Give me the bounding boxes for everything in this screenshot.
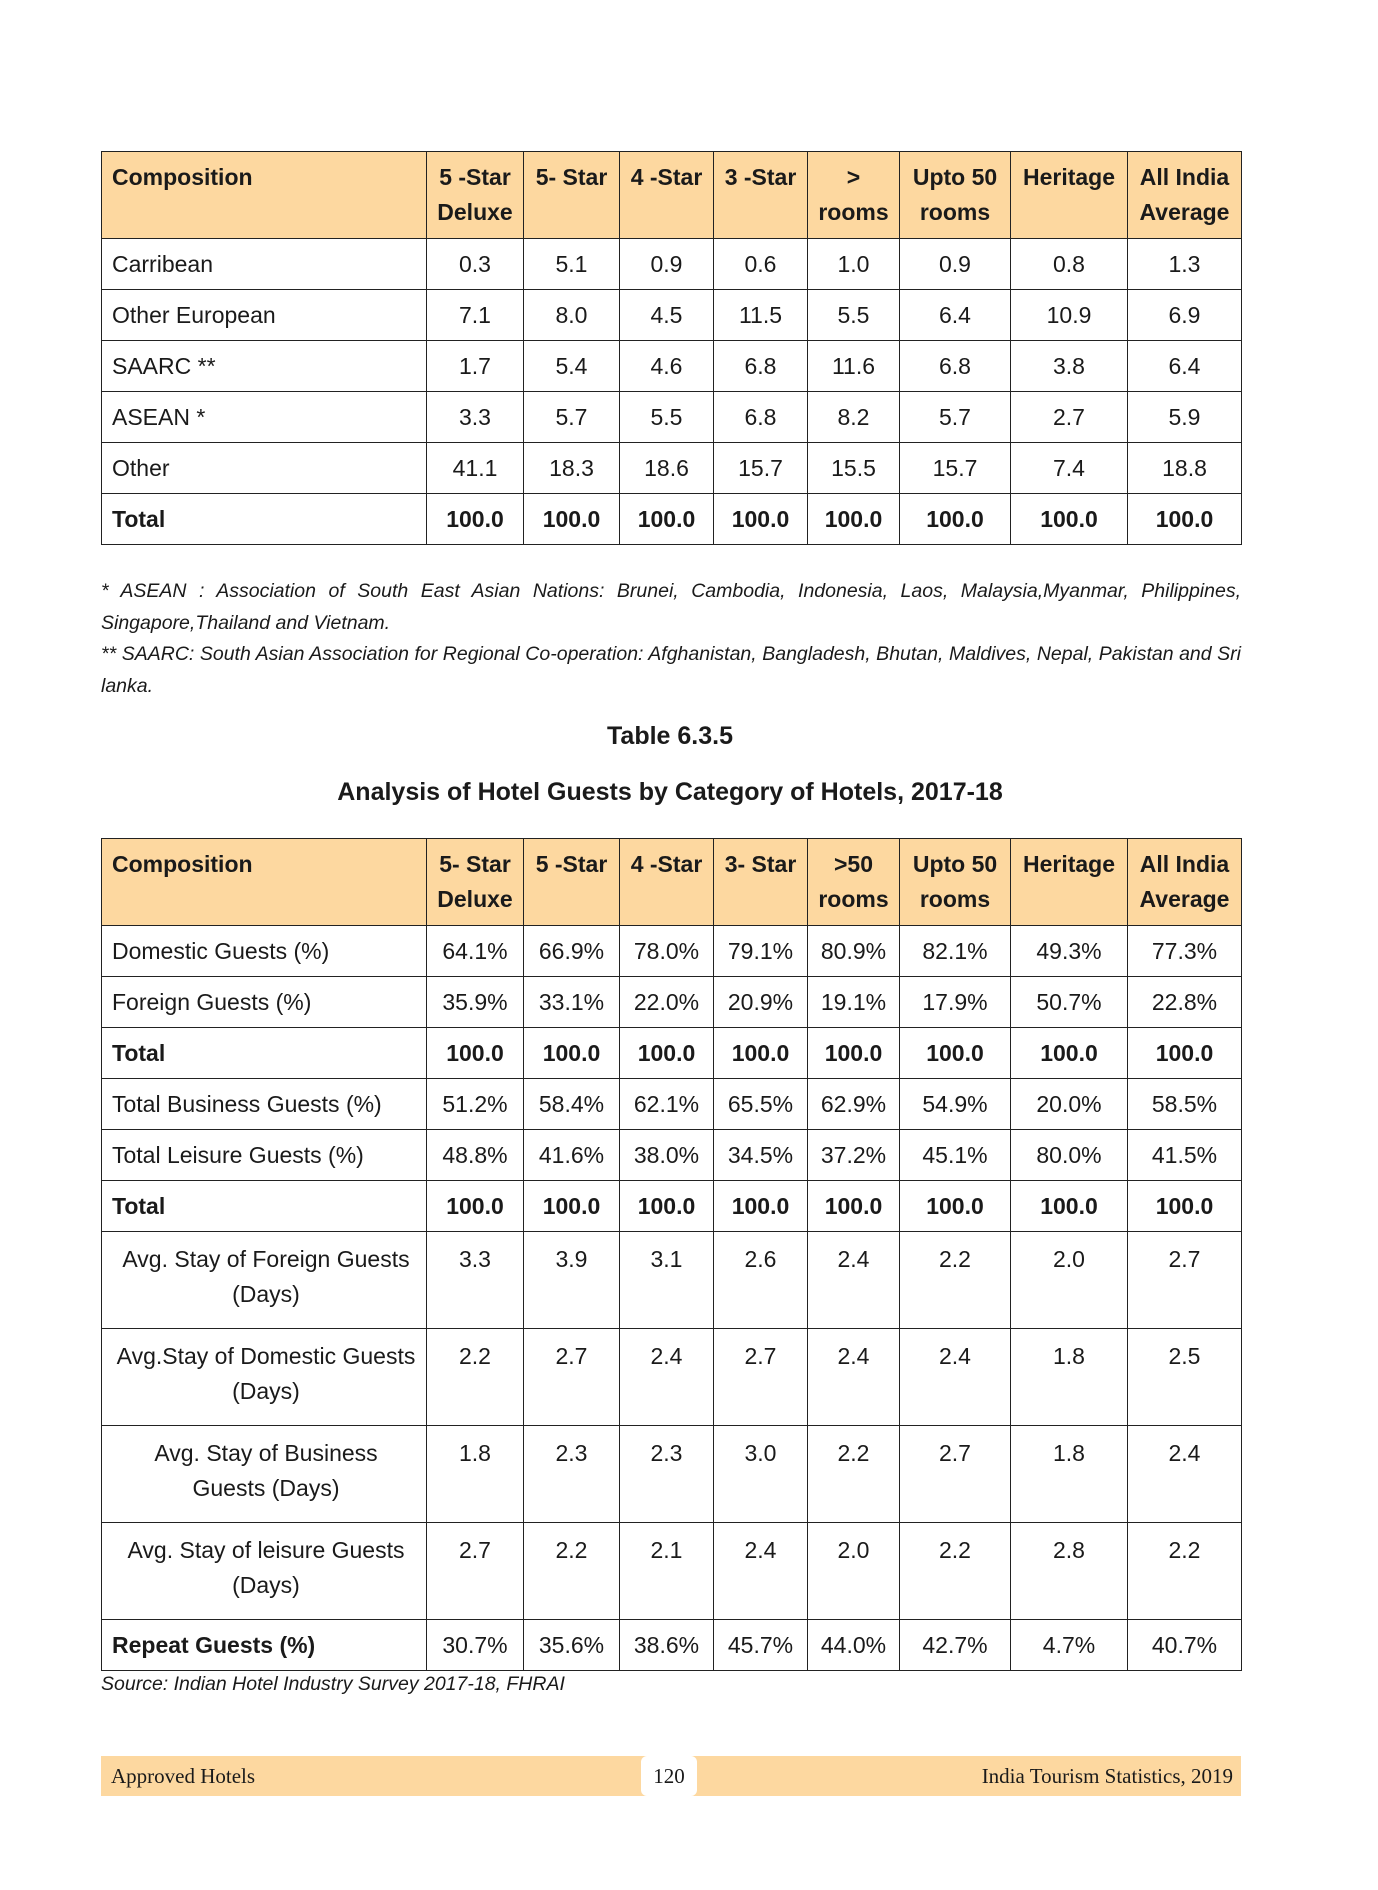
table-cell: 5.7 bbox=[900, 392, 1011, 443]
column-header: Composition bbox=[102, 152, 427, 239]
table-cell: 100.0 bbox=[900, 1028, 1011, 1079]
column-header: 4 -Star bbox=[620, 152, 714, 239]
table-cell: 3.8 bbox=[1011, 341, 1128, 392]
table-cell: 1.8 bbox=[1011, 1329, 1128, 1426]
table-row bbox=[102, 1426, 1242, 1523]
row-label: Total Business Guests (%) bbox=[102, 1079, 427, 1130]
row-label: Foreign Guests (%) bbox=[102, 977, 427, 1028]
table-cell: 3.0 bbox=[714, 1426, 808, 1523]
row-label: ASEAN * bbox=[102, 392, 427, 443]
column-header: 5- Star Deluxe bbox=[427, 839, 524, 926]
table-row bbox=[102, 239, 1242, 290]
table-cell: 18.6 bbox=[620, 443, 714, 494]
table-cell: 3.3 bbox=[427, 392, 524, 443]
table-cell: 2.4 bbox=[1128, 1426, 1242, 1523]
table-cell: 5.7 bbox=[524, 392, 620, 443]
table-cell: 2.2 bbox=[1128, 1523, 1242, 1620]
table-cell: 15.7 bbox=[714, 443, 808, 494]
table-cell: 2.0 bbox=[1011, 1232, 1128, 1329]
table-cell: 100.0 bbox=[808, 494, 900, 545]
table-cell: 3.1 bbox=[620, 1232, 714, 1329]
table-row bbox=[102, 1329, 1242, 1426]
table-cell: 2.8 bbox=[1011, 1523, 1128, 1620]
table-cell: 0.9 bbox=[620, 239, 714, 290]
table-cell: 35.9% bbox=[427, 977, 524, 1028]
page-footer bbox=[101, 1756, 1241, 1796]
table-row bbox=[102, 290, 1242, 341]
table-row bbox=[102, 1523, 1242, 1620]
table-cell: 100.0 bbox=[620, 1181, 714, 1232]
table-cell: 5.4 bbox=[524, 341, 620, 392]
row-label: Carribean bbox=[102, 239, 427, 290]
table-cell: 2.2 bbox=[900, 1523, 1011, 1620]
total-row bbox=[102, 1181, 1242, 1232]
table-cell: 100.0 bbox=[524, 1181, 620, 1232]
table-cell: 44.0% bbox=[808, 1620, 900, 1671]
table-cell: 5.1 bbox=[524, 239, 620, 290]
table-cell: 2.4 bbox=[620, 1329, 714, 1426]
column-header: 4 -Star bbox=[620, 839, 714, 926]
table-cell: 6.8 bbox=[900, 341, 1011, 392]
column-header: Heritage bbox=[1011, 152, 1128, 239]
row-label: Total bbox=[102, 1028, 427, 1079]
column-header: Composition bbox=[102, 839, 427, 926]
table-cell: 42.7% bbox=[900, 1620, 1011, 1671]
table-cell: 58.4% bbox=[524, 1079, 620, 1130]
table-cell: 22.8% bbox=[1128, 977, 1242, 1028]
table-cell: 100.0 bbox=[427, 1028, 524, 1079]
table-cell: 62.9% bbox=[808, 1079, 900, 1130]
table-cell: 41.1 bbox=[427, 443, 524, 494]
row-label: Total bbox=[102, 494, 427, 545]
table-cell: 2.0 bbox=[808, 1523, 900, 1620]
table-cell: 22.0% bbox=[620, 977, 714, 1028]
table-cell: 100.0 bbox=[900, 1181, 1011, 1232]
table-cell: 50.7% bbox=[1011, 977, 1128, 1028]
table-cell: 40.7% bbox=[1128, 1620, 1242, 1671]
asean-footnote: * ASEAN : Association of South East Asian Nations: Brunei, Cambodia, Indonesia, Laos, Malaysia,Myanmar, Philippines, Singapore,Thailand and Vietnam. bbox=[101, 580, 1241, 634]
table-cell: 2.3 bbox=[524, 1426, 620, 1523]
row-label: Avg. Stay of leisure Guests (Days) bbox=[102, 1523, 427, 1620]
table-cell: 11.5 bbox=[714, 290, 808, 341]
table-cell: 100.0 bbox=[1128, 494, 1242, 545]
row-label: SAARC ** bbox=[102, 341, 427, 392]
table-cell: 0.6 bbox=[714, 239, 808, 290]
row-label: Avg. Stay of Business Guests (Days) bbox=[102, 1426, 427, 1523]
table-cell: 100.0 bbox=[808, 1028, 900, 1079]
table-cell: 80.0% bbox=[1011, 1130, 1128, 1181]
column-header: Upto 50 rooms bbox=[900, 839, 1011, 926]
table-cell: 6.9 bbox=[1128, 290, 1242, 341]
table-cell: 7.4 bbox=[1011, 443, 1128, 494]
table-cell: 6.4 bbox=[900, 290, 1011, 341]
table-cell: 17.9% bbox=[900, 977, 1011, 1028]
hotel-guests-table bbox=[101, 838, 1242, 1671]
table-cell: 82.1% bbox=[900, 926, 1011, 977]
table-cell: 2.1 bbox=[620, 1523, 714, 1620]
table-cell: 2.2 bbox=[808, 1426, 900, 1523]
table-cell: 2.2 bbox=[900, 1232, 1011, 1329]
table-cell: 2.7 bbox=[900, 1426, 1011, 1523]
row-label: Other European bbox=[102, 290, 427, 341]
table-cell: 4.5 bbox=[620, 290, 714, 341]
table-cell: 0.8 bbox=[1011, 239, 1128, 290]
table-cell: 2.2 bbox=[524, 1523, 620, 1620]
column-header: 5- Star bbox=[524, 152, 620, 239]
row-label: Avg. Stay of Foreign Guests (Days) bbox=[102, 1232, 427, 1329]
table-cell: 41.6% bbox=[524, 1130, 620, 1181]
table-cell: 100.0 bbox=[524, 1028, 620, 1079]
table-cell: 4.6 bbox=[620, 341, 714, 392]
table-cell: 2.7 bbox=[427, 1523, 524, 1620]
table-row bbox=[102, 1620, 1242, 1671]
table-cell: 100.0 bbox=[427, 494, 524, 545]
table-cell: 2.4 bbox=[900, 1329, 1011, 1426]
column-header: 3- Star bbox=[714, 839, 808, 926]
table-cell: 3.9 bbox=[524, 1232, 620, 1329]
table-cell: 2.7 bbox=[524, 1329, 620, 1426]
table-cell: 100.0 bbox=[808, 1181, 900, 1232]
column-header: Upto 50 rooms bbox=[900, 152, 1011, 239]
table-cell: 2.3 bbox=[620, 1426, 714, 1523]
table-cell: 18.8 bbox=[1128, 443, 1242, 494]
table-row bbox=[102, 1130, 1242, 1181]
row-label: Avg.Stay of Domestic Guests (Days) bbox=[102, 1329, 427, 1426]
column-header: 5 -Star bbox=[524, 839, 620, 926]
table-row bbox=[102, 1232, 1242, 1329]
table-cell: 66.9% bbox=[524, 926, 620, 977]
table-cell: 35.6% bbox=[524, 1620, 620, 1671]
table-title: Analysis of Hotel Guests by Category of Hotels, 2017-18 bbox=[337, 778, 1003, 806]
table-cell: 100.0 bbox=[714, 494, 808, 545]
table-cell: 37.2% bbox=[808, 1130, 900, 1181]
table-cell: 80.9% bbox=[808, 926, 900, 977]
table-cell: 19.1% bbox=[808, 977, 900, 1028]
row-label: Other bbox=[102, 443, 427, 494]
table-cell: 77.3% bbox=[1128, 926, 1242, 977]
table-cell: 6.8 bbox=[714, 341, 808, 392]
table-cell: 4.7% bbox=[1011, 1620, 1128, 1671]
table-cell: 62.1% bbox=[620, 1079, 714, 1130]
table-row bbox=[102, 341, 1242, 392]
row-label: Total Leisure Guests (%) bbox=[102, 1130, 427, 1181]
footer-section-title: Approved Hotels bbox=[111, 1764, 256, 1788]
table-cell: 2.4 bbox=[714, 1523, 808, 1620]
table-row bbox=[102, 1079, 1242, 1130]
table-header-row bbox=[102, 152, 1242, 239]
table-cell: 1.3 bbox=[1128, 239, 1242, 290]
table-cell: 54.9% bbox=[900, 1079, 1011, 1130]
table-cell: 100.0 bbox=[714, 1181, 808, 1232]
table-header-row bbox=[102, 839, 1242, 926]
table-cell: 2.2 bbox=[427, 1329, 524, 1426]
table-cell: 64.1% bbox=[427, 926, 524, 977]
column-header: 3 -Star bbox=[714, 152, 808, 239]
table-cell: 15.7 bbox=[900, 443, 1011, 494]
table-cell: 33.1% bbox=[524, 977, 620, 1028]
table-cell: 1.8 bbox=[427, 1426, 524, 1523]
table-cell: 1.0 bbox=[808, 239, 900, 290]
table-cell: 100.0 bbox=[620, 1028, 714, 1079]
table-cell: 3.3 bbox=[427, 1232, 524, 1329]
table-cell: 6.8 bbox=[714, 392, 808, 443]
table-cell: 100.0 bbox=[524, 494, 620, 545]
table-cell: 2.7 bbox=[1128, 1232, 1242, 1329]
table-cell: 20.9% bbox=[714, 977, 808, 1028]
column-header: > rooms bbox=[808, 152, 900, 239]
footer-publication-title: India Tourism Statistics, 2019 bbox=[981, 1764, 1233, 1788]
table-cell: 1.7 bbox=[427, 341, 524, 392]
table-cell: 30.7% bbox=[427, 1620, 524, 1671]
table-row bbox=[102, 392, 1242, 443]
source-note: Source: Indian Hotel Industry Survey 2017-18, FHRAI bbox=[101, 1673, 565, 1695]
column-header: >50 rooms bbox=[808, 839, 900, 926]
table-row bbox=[102, 926, 1242, 977]
table-cell: 58.5% bbox=[1128, 1079, 1242, 1130]
column-header: All India Average bbox=[1128, 152, 1242, 239]
table-cell: 79.1% bbox=[714, 926, 808, 977]
table-cell: 2.4 bbox=[808, 1329, 900, 1426]
table-cell: 20.0% bbox=[1011, 1079, 1128, 1130]
table-cell: 100.0 bbox=[900, 494, 1011, 545]
table-cell: 45.1% bbox=[900, 1130, 1011, 1181]
table-cell: 100.0 bbox=[1128, 1181, 1242, 1232]
row-label: Repeat Guests (%) bbox=[102, 1620, 427, 1671]
table-cell: 100.0 bbox=[1128, 1028, 1242, 1079]
table-cell: 51.2% bbox=[427, 1079, 524, 1130]
row-label: Domestic Guests (%) bbox=[102, 926, 427, 977]
table-cell: 0.3 bbox=[427, 239, 524, 290]
table-cell: 1.8 bbox=[1011, 1426, 1128, 1523]
table-cell: 2.4 bbox=[808, 1232, 900, 1329]
table-cell: 100.0 bbox=[1011, 1028, 1128, 1079]
table-cell: 38.6% bbox=[620, 1620, 714, 1671]
row-label: Total bbox=[102, 1181, 427, 1232]
total-row bbox=[102, 494, 1242, 545]
column-header: 5 -Star Deluxe bbox=[427, 152, 524, 239]
composition-table bbox=[101, 151, 1242, 545]
table-cell: 78.0% bbox=[620, 926, 714, 977]
table-cell: 2.7 bbox=[1011, 392, 1128, 443]
total-row bbox=[102, 1028, 1242, 1079]
table-cell: 15.5 bbox=[808, 443, 900, 494]
table-cell: 8.0 bbox=[524, 290, 620, 341]
table-cell: 5.5 bbox=[620, 392, 714, 443]
table-cell: 100.0 bbox=[427, 1181, 524, 1232]
table-cell: 2.6 bbox=[714, 1232, 808, 1329]
table-cell: 100.0 bbox=[1011, 1181, 1128, 1232]
column-header: Heritage bbox=[1011, 839, 1128, 926]
table-cell: 41.5% bbox=[1128, 1130, 1242, 1181]
table-cell: 2.7 bbox=[714, 1329, 808, 1426]
page-number: 120 bbox=[641, 1756, 697, 1796]
table-cell: 65.5% bbox=[714, 1079, 808, 1130]
table-cell: 5.9 bbox=[1128, 392, 1242, 443]
column-header: All India Average bbox=[1128, 839, 1242, 926]
table-cell: 11.6 bbox=[808, 341, 900, 392]
table-cell: 100.0 bbox=[714, 1028, 808, 1079]
table-row bbox=[102, 443, 1242, 494]
table-cell: 5.5 bbox=[808, 290, 900, 341]
table-cell: 6.4 bbox=[1128, 341, 1242, 392]
table-cell: 100.0 bbox=[620, 494, 714, 545]
table-cell: 18.3 bbox=[524, 443, 620, 494]
table-cell: 2.5 bbox=[1128, 1329, 1242, 1426]
table-cell: 34.5% bbox=[714, 1130, 808, 1181]
table-cell: 0.9 bbox=[900, 239, 1011, 290]
table-number: Table 6.3.5 bbox=[607, 722, 733, 750]
table-cell: 8.2 bbox=[808, 392, 900, 443]
table-cell: 45.7% bbox=[714, 1620, 808, 1671]
saarc-footnote: ** SAARC: South Asian Association for Regional Co-operation: Afghanistan, Bangladesh, Bhutan, Maldives, Nepal, Pakistan and Sri lanka. bbox=[101, 643, 1241, 697]
table-row bbox=[102, 977, 1242, 1028]
table-cell: 38.0% bbox=[620, 1130, 714, 1181]
table-cell: 48.8% bbox=[427, 1130, 524, 1181]
table-cell: 100.0 bbox=[1011, 494, 1128, 545]
table-cell: 7.1 bbox=[427, 290, 524, 341]
table-cell: 49.3% bbox=[1011, 926, 1128, 977]
table-cell: 10.9 bbox=[1011, 290, 1128, 341]
